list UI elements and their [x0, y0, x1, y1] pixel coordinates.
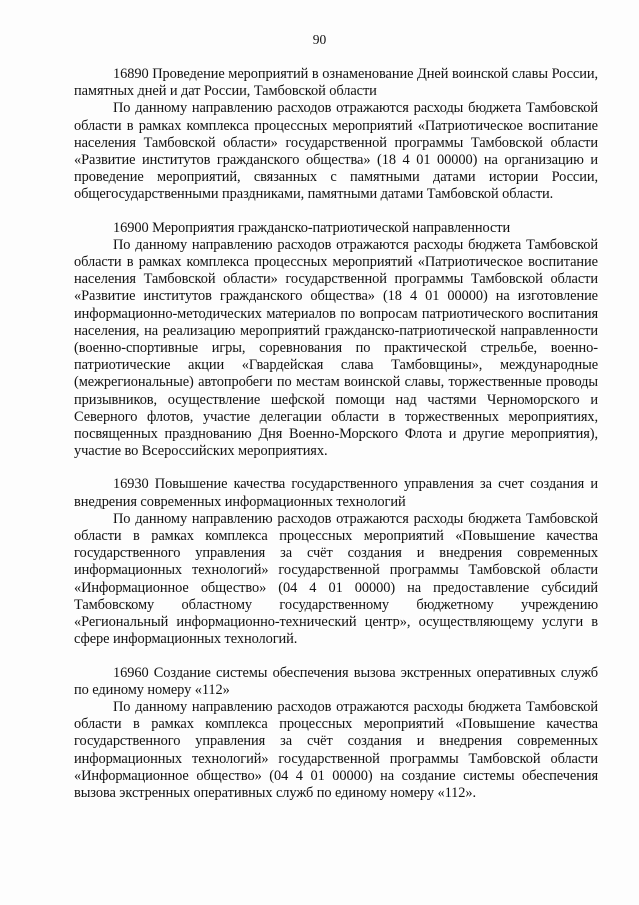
- section-heading: 16960 Создание системы обеспечения вызова экстренных оперативных служб по единому номеру «112»: [74, 664, 598, 698]
- budget-section-16930: [74, 476, 598, 648]
- section-paragraph: По данному направлению расходов отражаются расходы бюджета Тамбовской области в рамках комплекса процессных мероприятий «Повышение качества государственного управления за счёт создания и внедрения современных информационных технологий» государственной программы Тамбовской области «Информационное общество» (04 4 01 00000) на создание системы обеспечения вызова экстренных оперативных служб по единому номеру «112».: [74, 698, 598, 801]
- document-body: [74, 66, 598, 818]
- budget-section-16900: [74, 220, 598, 461]
- page-number: 90: [312, 32, 327, 47]
- section-heading: 16900 Мероприятия гражданско-патриотической направленности: [113, 219, 511, 236]
- budget-section-16890: [74, 66, 598, 204]
- section-paragraph: По данному направлению расходов отражаются расходы бюджета Тамбовской области в рамках комплекса процессных мероприятий «Патриотическое воспитание населения Тамбовской области» государственной программы Тамбовской области «Развитие институтов гражданского общества» (18 4 01 00000) на организацию и проведение мероприятий, связанных с памятными датами истории России, общегосударственными праздниками, памятными датами Тамбовской области.: [74, 100, 598, 203]
- section-heading: 16930 Повышение качества государственного управления за счет создания и внедрения современных информационных технологий: [74, 476, 598, 510]
- budget-section-16960: [74, 665, 598, 803]
- section-paragraph: По данному направлению расходов отражаются расходы бюджета Тамбовской области в рамках комплекса процессных мероприятий «Повышение качества государственного управления за счёт создания и внедрения современных информационных технологий» государственной программы Тамбовской области «Информационное общество» (04 4 01 00000) на предоставление субсидий Тамбовскому областному государственному бюджетному учреждению «Региональный информационно-технический центр», осуществляющему услуги в сфере информационных технологий.: [74, 510, 598, 648]
- section-heading: 16890 Проведение мероприятий в ознаменование Дней воинской славы России, памятных дней и дат России, Тамбовской области: [74, 66, 598, 100]
- section-paragraph: По данному направлению расходов отражаются расходы бюджета Тамбовской области в рамках комплекса процессных мероприятий «Патриотическое воспитание населения Тамбовской области» государственной программы Тамбовской области «Развитие институтов гражданского общества» (18 4 01 00000) на изготовление информационно-методических материалов по вопросам патриотического воспитания населения, на реализацию мероприятий гражданско-патриотической направленности (военно-спортивные игры, соревнования по практической стрельбе, военно-патриотические акции «Гвардейская слава Тамбовщины», международные (межрегиональные) автопробеги по местам воинской славы, торжественные проводы призывников, осуществление шефской помощи над частями Черноморского и Северного флотов, участие делегации области в торжественных мероприятиях, посвященных празднованию Дня Военно-Морского Флота и другие мероприятия), участие во Всероссийских мероприятиях.: [74, 236, 598, 460]
